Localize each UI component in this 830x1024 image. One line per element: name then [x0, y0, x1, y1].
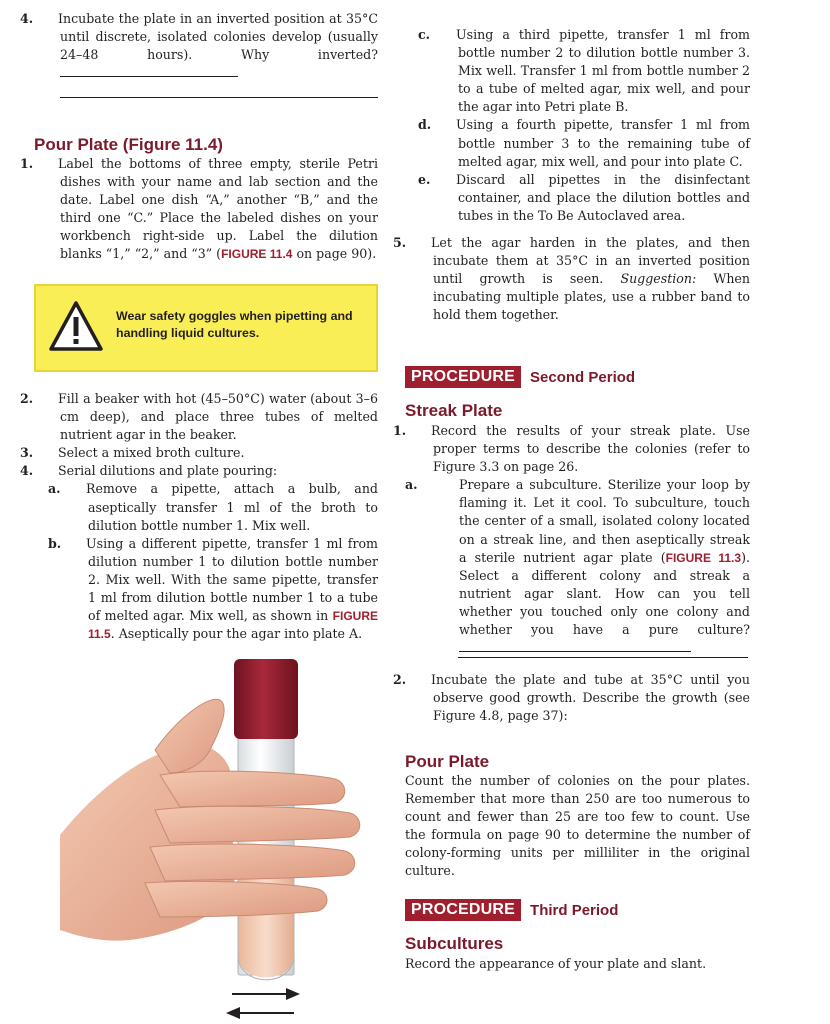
answer-blank[interactable] [60, 76, 238, 77]
step-number: 4. [20, 11, 34, 26]
warning-triangle-icon [48, 300, 104, 352]
step-text-end: on page 90). [292, 246, 377, 262]
subcultures-heading: Subcultures [405, 934, 504, 953]
step-text: Remove a pipette, attach a bulb, and aseptically transfer 1 ml of the broth to dilution bottle number 1. Mix well. [86, 481, 378, 533]
step-number: 2. [393, 672, 407, 687]
step-4-incubate [20, 10, 378, 82]
step-text: Label the bottoms of three empty, sterile Petri dishes with your name and lab section and the date. Label one dish “A,” another “B,” and the third one “C.” Place the labeled dishes on your workbench right-side up. Label the dilution blanks “1,” “2,” and “3” ( [58, 156, 378, 262]
figure-reference[interactable]: FIGURE 11.3 [665, 550, 742, 565]
step-text-end: ). Select a different colony and streak a nutrient agar slant. How can you tell whether you touched only one colony and whether you have a pure culture? [459, 549, 750, 638]
step-letter: d. [418, 117, 432, 133]
step-number: 3. [20, 445, 34, 461]
procedure-period: Third Period [530, 901, 619, 919]
step-number: 1. [20, 156, 34, 171]
step-4-continued [410, 26, 750, 225]
procedure-label: PROCEDURE [405, 366, 521, 388]
step-number: 1. [393, 423, 407, 438]
step-1 [20, 155, 378, 264]
step-text: Select a mixed broth culture. [58, 445, 245, 461]
step-letter: b. [48, 535, 62, 551]
step-text: Serial dilutions and plate pouring: [58, 463, 278, 479]
step-text: Incubate the plate and tube at 35°C until you observe good growth. Describe the growth (see Figure 4.8, page 37): [431, 672, 750, 724]
figure-reference[interactable]: FIGURE 11.4 [221, 247, 293, 262]
step-text: Record the results of your streak plate. Use proper terms to describe the colonies (refer to Figure 3.3 on page 26. [431, 423, 750, 475]
answer-line[interactable] [60, 97, 378, 98]
step-letter: a. [48, 481, 61, 497]
figure-reference[interactable]: FIGURE 11.5 [88, 609, 378, 642]
suggestion-label: Suggestion: [620, 271, 697, 287]
step-text: Fill a beaker with hot (45–50°C) water (about 3–6 cm deep), and place three tubes of melted nutrient agar in the beaker. [58, 391, 378, 443]
answer-line[interactable] [458, 657, 748, 658]
hand-rolling-tube-illustration [60, 655, 380, 1024]
step-number: 5. [393, 235, 407, 250]
pour-plate-instructions: Count the number of colonies on the pour plates. Remember that more than 250 are too numerous to count and fewer than 25 are too few to count. Use the formula on page 90 to determine the number of colony-forming units per milliliter in the original culture. [405, 773, 750, 879]
step-5 [393, 234, 750, 324]
step-letter: e. [418, 171, 431, 187]
step-text: Prepare a subculture. Sterilize your loop by flaming it. Let it cool. To subculture, touch the center of a small, isolated colony located on a streak line, and then aseptically streak a sterile nutrient agar plate ( [459, 477, 750, 565]
step-2 [20, 390, 378, 643]
streak-step-2 [393, 671, 750, 725]
warning-text: Wear safety goggles when pipetting and handling liquid cultures. [116, 309, 353, 340]
step-number: 4. [20, 463, 34, 479]
procedure-label: PROCEDURE [405, 899, 521, 921]
streak-plate-heading: Streak Plate [405, 401, 503, 420]
suggestion-text: When incubating multiple plates, use a rubber band to hold them together. [433, 271, 750, 323]
procedure-period: Second Period [530, 368, 636, 386]
warning-callout [34, 284, 378, 372]
step-text: Using a third pipette, transfer 1 ml from bottle number 2 to dilution bottle number 3. Mix well. Transfer 1 ml from bottle number 2 to a tube of melted agar, mix well, and pour the agar into Petri plate B. [456, 27, 750, 115]
answer-blank[interactable] [459, 651, 691, 652]
procedure-second-period [405, 366, 635, 388]
pour-plate-heading: Pour Plate (Figure 11.4) [34, 135, 223, 154]
step-number: 2. [20, 391, 34, 406]
step-text: Incubate the plate in an inverted position at 35°C until discrete, isolated colonies develop (usually 24–48 hours). Why inverted? [58, 11, 378, 63]
step-letter: a. [405, 477, 418, 493]
step-text-end: . Aseptically pour the agar into plate A. [110, 626, 363, 642]
subcultures-instructions: Record the appearance of your plate and slant. [405, 956, 707, 971]
step-text: Using a fourth pipette, transfer 1 ml from bottle number 3 to the remaining tube of melted agar, mix well, and pour into plate C. [456, 117, 750, 169]
step-text: Discard all pipettes in the disinfectant container, and place the dilution bottles and tubes in the To Be Autoclaved area. [456, 171, 750, 223]
step-text: Using a different pipette, transfer 1 ml from dilution number 1 to dilution bottle number 2. Mix well. With the same pipette, transfer 1 ml from dilution bottle number 1 to a tube of melted agar. Mix well, as shown in [86, 535, 378, 624]
pour-plate-count-heading: Pour Plate [405, 752, 490, 771]
procedure-third-period [405, 899, 618, 921]
step-text: Let the agar harden in the plates, and then incubate them at 35°C in an inverted position until growth is seen. [431, 235, 750, 287]
step-letter: c. [418, 27, 431, 42]
streak-steps [393, 422, 750, 657]
